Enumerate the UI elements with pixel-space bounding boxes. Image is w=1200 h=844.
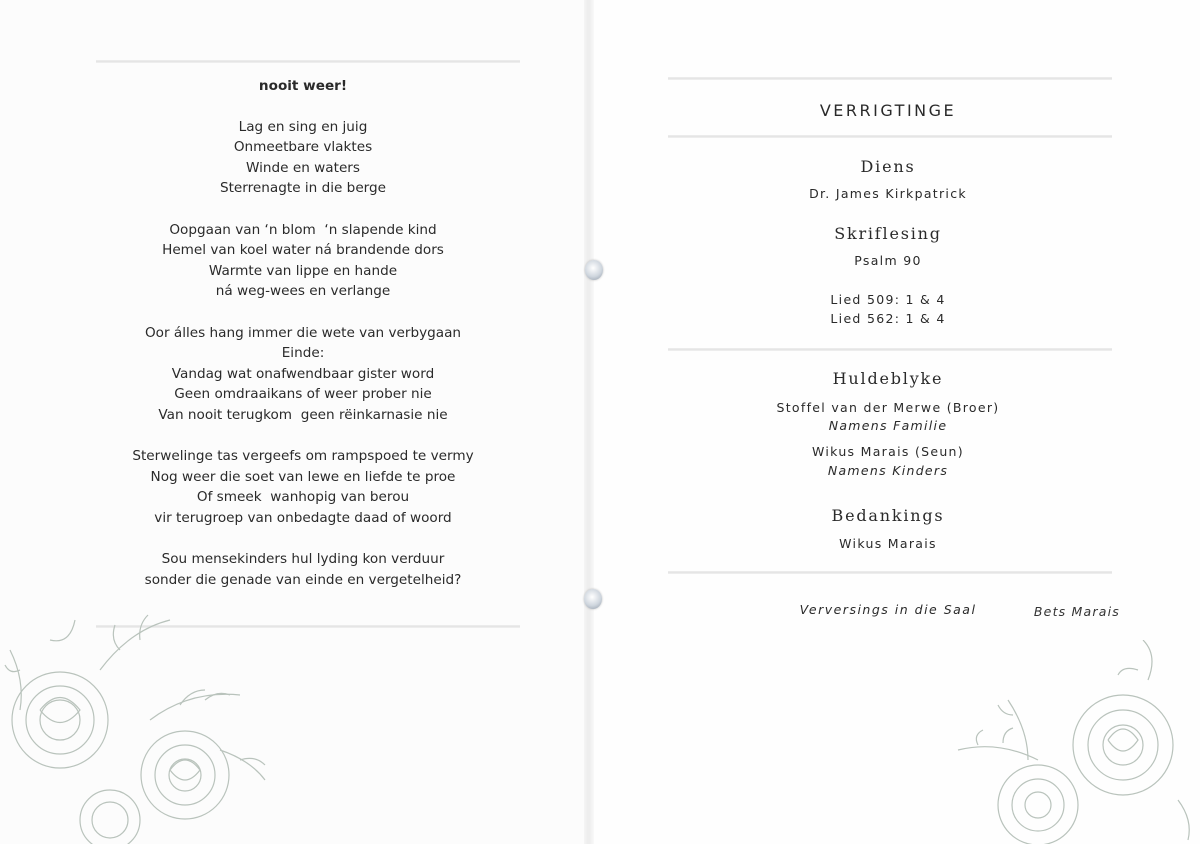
tribute-role: Namens Kinders <box>827 463 949 478</box>
poem-title: nooit weer! <box>258 78 348 94</box>
divider-bottom-right <box>668 571 1112 574</box>
binding-hole <box>584 589 602 609</box>
heading-skriflesing: Skriflesing <box>834 224 942 243</box>
heading-huldeblyke: Huldeblyke <box>832 369 944 388</box>
floral-illustration-left <box>0 610 290 844</box>
divider-under-title <box>668 135 1112 138</box>
divider-top-left <box>96 60 520 63</box>
poem-line: Geen omdraaikans of weer prober nie <box>174 386 432 403</box>
divider-top-right <box>668 77 1112 80</box>
stanza-2 <box>98 220 508 302</box>
poem-line: Warmte van lippe en hande <box>208 262 398 279</box>
stanza-3 <box>98 323 508 426</box>
poem-line: Of smeek wanhopig van berou <box>196 489 410 506</box>
song-item: Lied 562: 1 & 4 <box>830 311 946 326</box>
poem-line: Oor álles hang immer die wete van verbygaan <box>144 324 462 341</box>
stanza-1 <box>98 117 508 199</box>
poem-line: Van nooit terugkom geen rëinkarnasie nie <box>158 406 448 423</box>
divider-mid-right <box>668 348 1112 351</box>
poem-line: Onmeetbare vlaktes <box>233 139 373 156</box>
poem-line: Vandag wat onafwendbaar gister word <box>171 365 435 382</box>
poem-line: Lag en sing en juig <box>238 118 368 135</box>
program-footer: Verversings in die Saal <box>799 602 977 617</box>
poem-line: Sterrenagte in die berge <box>219 180 387 197</box>
diens-name: Dr. James Kirkpatrick <box>809 186 967 201</box>
poem-line: Einde: <box>281 345 325 362</box>
heading-bedankings: Bedankings <box>831 506 945 525</box>
binding-hole <box>585 260 603 280</box>
tribute-role: Namens Familie <box>828 418 948 433</box>
poem <box>98 76 508 611</box>
page-fold <box>584 0 594 844</box>
poem-line: ná weg-wees en verlange <box>215 283 391 300</box>
stanza-5 <box>98 549 508 590</box>
heading-diens: Diens <box>860 157 916 176</box>
tribute-name: Wikus Marais (Seun) <box>812 444 964 459</box>
poem-line: vir terugroep van onbedagte daad of woord <box>154 509 452 526</box>
skriflesing-reading: Psalm 90 <box>854 253 922 268</box>
floral-illustration-right <box>948 640 1200 844</box>
poem-line: Sterwelinge tas vergeefs om rampspoed te vermy <box>132 448 474 465</box>
song-item: Lied 509: 1 & 4 <box>830 292 946 307</box>
program-title: VERRIGTINGE <box>819 101 957 120</box>
poem-line: Oopgaan van ‘n blom ‘n slapende kind <box>169 221 437 238</box>
poem-line: Hemel van koel water ná brandende dors <box>162 242 444 259</box>
tribute-name: Stoffel van der Merwe (Broer) <box>776 400 1000 415</box>
poem-line: Nog weer die soet van lewe en liefde te proe <box>150 468 456 485</box>
bedankings-name: Wikus Marais <box>839 536 937 551</box>
poem-line: Sou mensekinders hul lyding kon verduur <box>161 551 445 568</box>
poem-line: sonder die genade van einde en vergetelheid? <box>144 571 462 588</box>
stanza-4 <box>98 446 508 528</box>
poem-author: Bets Marais <box>1033 604 1120 619</box>
poem-line: Winde en waters <box>246 159 360 176</box>
